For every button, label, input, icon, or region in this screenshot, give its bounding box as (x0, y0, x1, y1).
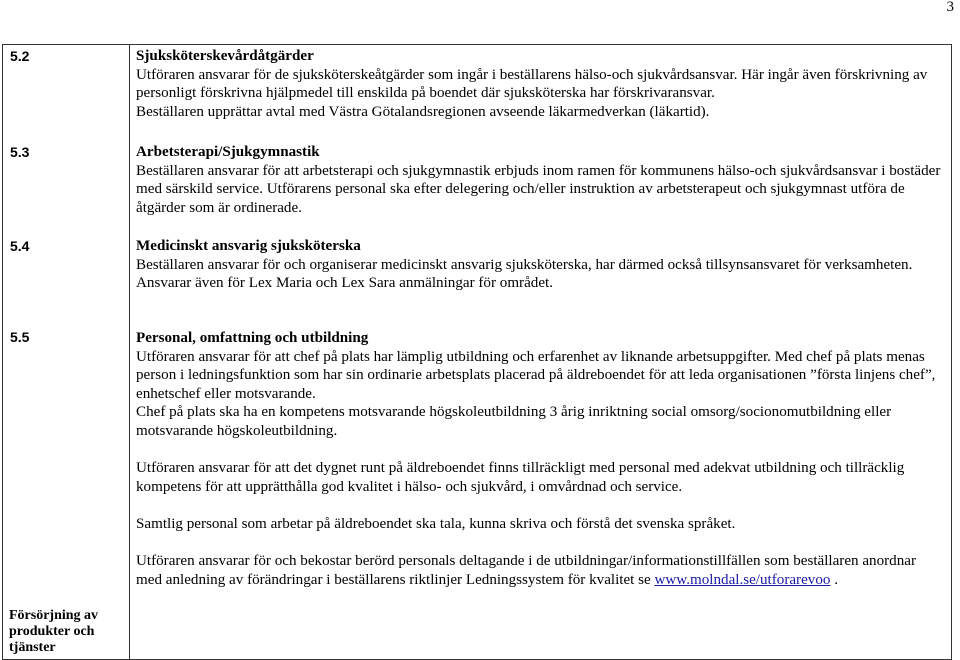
section-5-5 (136, 329, 943, 589)
section-paragraph: Utföraren ansvarar för att det dygnet runt på äldreboendet finns tillräckligt med personal med adekvat utbildning och tillräcklig kompetens för att upprätthålla god kvalitet i hälso- och sjukvård, i omvårdnad och service. (136, 460, 905, 495)
link-suffix: . (830, 571, 838, 588)
section-title: Arbetsterapi/Sjukgymnastik (136, 144, 320, 160)
section-paragraph: Beställaren ansvarar för och organiserar medicinskt ansvarig sjuksköterska, har därmed också tillsynsansvaret för verksamheten. (136, 256, 913, 273)
number-column (3, 45, 130, 659)
section-paragraph: Ansvarar även för Lex Maria och Lex Sara anmälningar för området. (136, 275, 553, 292)
sidebar-note-line: tjänster (9, 640, 56, 655)
sidebar-note (9, 608, 98, 656)
section-number-5-5: 5.5 (10, 329, 30, 345)
section-5-4 (136, 237, 943, 293)
section-paragraph: Utföraren ansvarar för att chef på plats har lämplig utbildning och erfarenhet av liknande arbetsuppgifter. Med chef på plats menas person i ledningsfunktion som har sin ordinarie arbetsplats placerad på äldreboendet för att leda organisationen ”första linjens chef”, enhetschef eller motsvarande. (136, 348, 936, 402)
document-table (2, 44, 952, 660)
page-number: 3 (946, 0, 954, 15)
section-paragraph: Chef på plats ska ha en kompetens motsvarande högskoleutbildning 3 årig inriktning social omsorg/socionomutbildning eller motsvarande högskoleutbildning. (136, 404, 892, 439)
section-number-5-2: 5.2 (10, 48, 30, 64)
section-number-5-4: 5.4 (10, 238, 30, 254)
section-paragraph: Beställaren ansvarar för att arbetsterapi och sjukgymnastik erbjuds inom ramen för kommunens hälso-och sjukvårdsansvar i bostäder med särskild service. Utförarens personal ska efter delegering och/eller instruktion av arbetsterapeut och sjukgymnast utföra de åtgärder som är ordinerade. (136, 162, 941, 216)
section-number-5-3: 5.3 (10, 144, 30, 160)
section-5-3 (136, 143, 943, 217)
section-title: Medicinskt ansvarig sjuksköterska (136, 238, 361, 254)
paragraph-text: Utföraren ansvarar för och bekostar berörd personals deltagande i de utbildningar/informationstillfällen som beställaren anordnar med anledning av förändringar i beställarens riktlinjer Ledningssystem för kvalitet se (136, 553, 916, 588)
section-title: Personal, omfattning och utbildning (136, 330, 369, 346)
utforare-link[interactable]: www.molndal.se/utforarevoo (654, 571, 831, 588)
section-paragraph-with-link (136, 552, 943, 589)
section-paragraph: Samtlig personal som arbetar på äldreboendet ska tala, kunna skriva och förstå det svenska språket. (136, 515, 736, 532)
sidebar-note-line: Försörjning av (9, 608, 99, 623)
section-title: Sjuksköterskevårdåtgärder (136, 48, 314, 64)
section-5-2 (136, 47, 943, 121)
sidebar-note-line: produkter och (9, 624, 95, 639)
section-paragraph: Beställaren upprättar avtal med Västra Götalandsregionen avseende läkarmedverkan (läkartid). (136, 103, 710, 120)
section-paragraph: Utföraren ansvarar för de sjuksköterskeåtgärder som ingår i beställarens hälso-och sjukvårdsansvar. Här ingår även förskrivning av personligt förskrivna hjälpmedel till enskilda på boendet där sjuksköterska har förskrivaransvar. (136, 66, 928, 102)
